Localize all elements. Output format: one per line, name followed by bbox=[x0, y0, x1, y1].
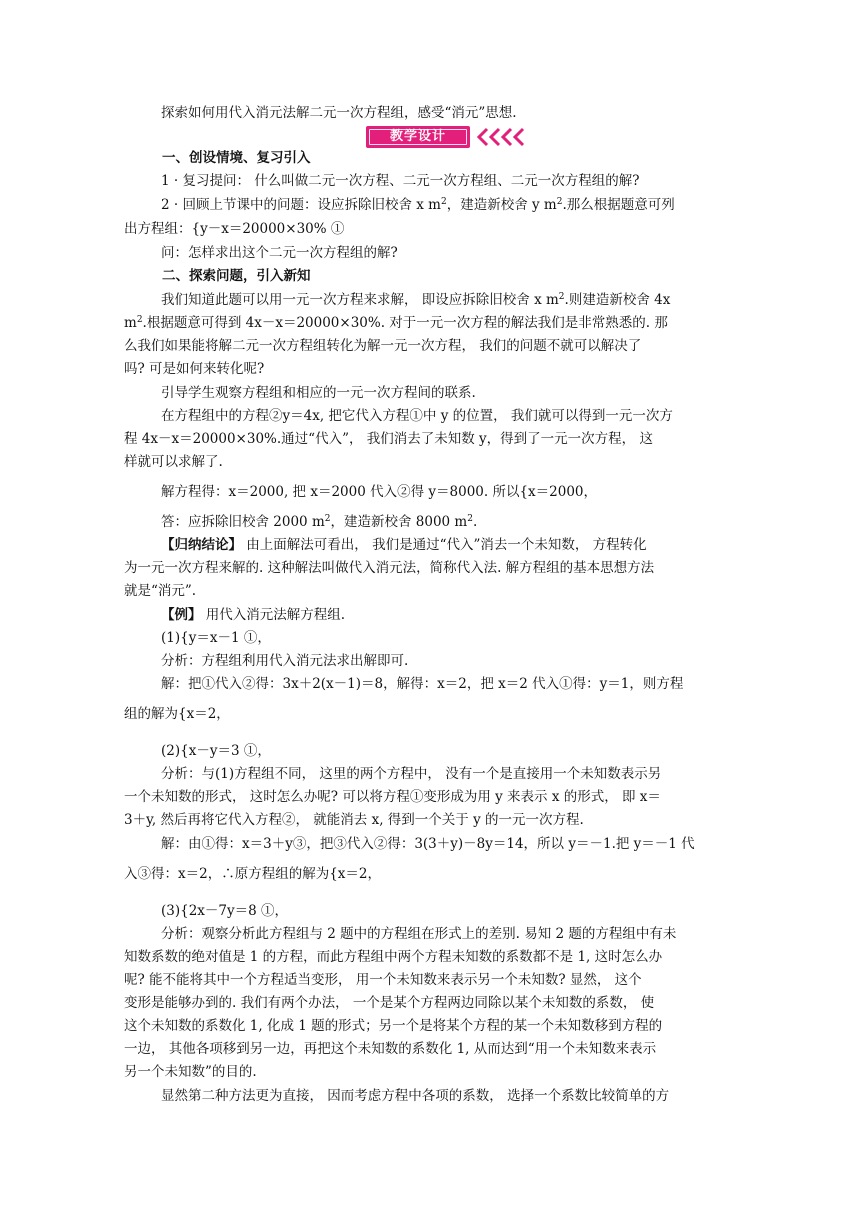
example-2-solution: 入③得：x＝2，∴原方程组的解为{x＝2， bbox=[124, 866, 381, 882]
example-3-analysis: 分析：观察分析此方程组与 2 题中的方程组在形式上的差别. 易知 2 题的方程组中有未 bbox=[161, 926, 677, 942]
paragraph-line: 么我们如果能将解二元一次方程组转化为解一元一次方程， 我们的问题不就可以解决了 bbox=[124, 338, 642, 354]
paragraph-line: $m^2$.根据题意可得到 4x－x＝20000×30%. 对于一元一次方程的解法我们是非常熟悉的. 那 bbox=[124, 315, 668, 331]
paragraph-line: 我们知道此题可以用一元一次方程来求解， 即设应拆除旧校舍 x $m^2$.则建造新校舍 4x bbox=[161, 292, 671, 308]
example-1-solution: 组的解为{x＝2， bbox=[124, 706, 230, 722]
example-3-analysis: 这个未知数的系数化 1, 化成 1 题的形式；另一个是将某个方程的某一个未知数移到方程的 bbox=[124, 1018, 663, 1034]
example-1-system: (1){y＝x－1 ①， bbox=[161, 630, 271, 646]
example-3-analysis: 呢? 能不能将其中一个方程适当变形， 用一个未知数来表示另一个未知数? 显然， 这个 bbox=[124, 972, 642, 988]
example-2-system: (2){x－y＝3 ①， bbox=[161, 743, 271, 759]
intro-line: 探索如何用代入消元法解二元一次方程组，感受“消元”思想. bbox=[161, 105, 517, 121]
example-3-analysis: 另一个未知数”的目的. bbox=[124, 1064, 257, 1080]
question-1: 1 · 复习提问： 什么叫做二元一次方程、二元一次方程组、二元一次方程组的解? bbox=[161, 173, 640, 189]
teaching-design-banner bbox=[366, 126, 531, 148]
paragraph-line: 显然第二种方法更为直接， 因而考虑方程中各项的系数， 选择一个系数比较简单的方 bbox=[161, 1088, 670, 1104]
example-2-solution: 解：由①得：x＝3＋y③，把③代入②得：3(3＋y)－8y＝14，所以 y＝－1.把 y＝－1 代 bbox=[161, 836, 695, 852]
guide-line: 引导学生观察方程组和相应的一元一次方程间的联系. bbox=[161, 385, 476, 401]
example-3-system: (3){2x－7y＝8 ①， bbox=[161, 903, 289, 919]
example-2-analysis: 3＋y, 然后再将它代入方程②， 就能消去 x, 得到一个关于 y 的一元一次方程. bbox=[124, 812, 584, 828]
example-heading: 【例】 用代入消元法解方程组. bbox=[161, 607, 346, 623]
section-heading-1: 一、创设情境、复习引入 bbox=[162, 150, 311, 166]
paragraph-line: 样就可以求解了. bbox=[124, 454, 223, 470]
paragraph-line: 在方程组中的方程②y＝4x, 把它代入方程①中 y 的位置， 我们就可以得到一元一次方 bbox=[161, 408, 673, 424]
conclusion-line: 【归纳结论】 由上面解法可看出， 我们是通过“代入”消去一个未知数， 方程转化 bbox=[161, 537, 647, 553]
section-heading-2: 二、探索问题，引入新知 bbox=[162, 268, 311, 284]
example-2-analysis: 分析：与(1)方程组不同， 这里的两个方程中， 没有一个是直接用一个未知数表示另 bbox=[161, 766, 662, 782]
paragraph-line: 吗? 可是如何来转化呢? bbox=[124, 361, 265, 377]
equation-system-1: 出方程组：{y－x＝20000×30% ① bbox=[124, 221, 345, 237]
example-1-solution: 解：把①代入②得：3x＋2(x－1)＝8，解得：x＝2，把 x＝2 代入①得：y＝1，则方程 bbox=[161, 676, 684, 692]
example-tag: 【例】 bbox=[161, 607, 202, 623]
question-ask: 问：怎样求出这个二元一次方程组的解? bbox=[161, 245, 398, 261]
conclusion-tag: 【归纳结论】 bbox=[161, 537, 242, 553]
paragraph-line: 程 4x－x＝20000×30%.通过“代入”， 我们消去了未知数 y，得到了一元一次方程， 这 bbox=[124, 431, 653, 447]
conclusion-line: 为一元一次方程来解的. 这种解法叫做代入消元法，简称代入法. 解方程组的基本思想方法 bbox=[124, 560, 655, 576]
question-2: 2 · 回顾上节课中的问题：设应拆除旧校舍 x $m^2$，建造新校舍 y $m^2$.那么根据题意可列 bbox=[161, 197, 675, 213]
answer-line: 答：应拆除旧校舍 2000 $m^2$，建造新校舍 8000 $m^2$. bbox=[161, 514, 478, 530]
banner-label: 教学设计 bbox=[389, 129, 446, 144]
example-3-analysis: 变形是能够办到的. 我们有两个办法， 一个是某个方程两边同除以某个未知数的系数， 使 bbox=[124, 995, 655, 1011]
solution-line: 解方程得：x＝2000, 把 x＝2000 代入②得 y＝8000. 所以{x＝2000， bbox=[161, 484, 598, 500]
conclusion-line: 就是“消元”. bbox=[124, 583, 197, 599]
example-1-analysis: 分析：方程组利用代入消元法求出解即可. bbox=[161, 653, 409, 669]
chevron-left-icon bbox=[474, 126, 534, 148]
example-3-analysis: 一边， 其他各项移到另一边，再把这个未知数的系数化 1, 从而达到“用一个未知数来表示 bbox=[124, 1041, 657, 1057]
example-2-analysis: 一个未知数的形式， 这时怎么办呢? 可以将方程①变形成为用 y 来表示 x 的形式， 即 x＝ bbox=[124, 789, 661, 805]
example-3-analysis: 知数系数的绝对值是 1 的方程，而此方程组中两个方程未知数的系数都不是 1, 这时怎么办 bbox=[124, 949, 663, 965]
